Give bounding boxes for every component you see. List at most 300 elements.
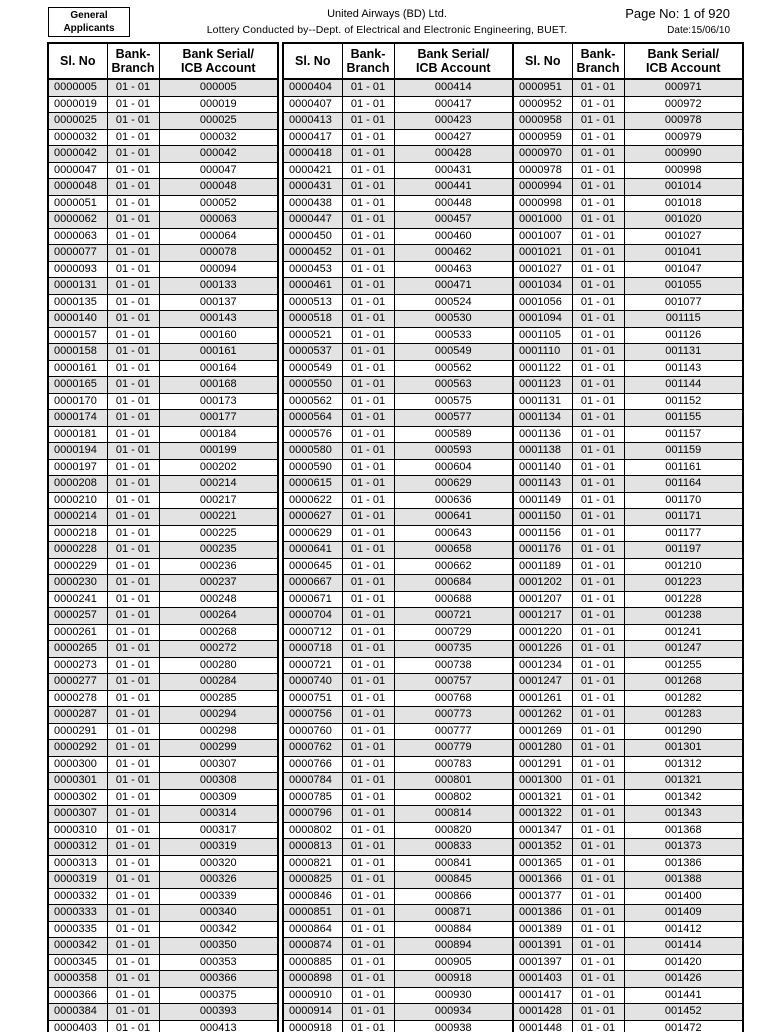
serial-number-cell: 0000228 [49,542,107,559]
bank-branch-cell: 01 - 01 [107,393,159,410]
table-row [514,674,742,691]
table-row [284,426,512,443]
table-row [284,1020,512,1032]
serial-number-cell: 0000450 [284,228,342,245]
bank-serial-cell: 000918 [394,971,512,988]
bank-serial-cell: 000562 [394,360,512,377]
serial-number-cell: 0000025 [49,113,107,130]
serial-number-cell: 0001366 [514,872,572,889]
table-row [49,921,277,938]
table-row [514,558,742,575]
bank-branch-cell: 01 - 01 [342,872,394,889]
bank-serial-cell: 000978 [624,113,742,130]
table-row [284,707,512,724]
bank-branch-cell: 01 - 01 [107,443,159,460]
bank-serial-cell: 000342 [159,921,277,938]
bank-serial-cell: 000414 [394,79,512,96]
bank-serial-cell: 000184 [159,426,277,443]
table-row [49,195,277,212]
serial-number-cell: 0000265 [49,641,107,658]
bank-serial-cell: 000934 [394,1004,512,1021]
serial-number-cell: 0001280 [514,740,572,757]
table-row [514,228,742,245]
bank-branch-cell: 01 - 01 [342,311,394,328]
bank-branch-cell: 01 - 01 [342,1004,394,1021]
table-row [284,195,512,212]
serial-number-cell: 0001226 [514,641,572,658]
bank-serial-cell: 000236 [159,558,277,575]
bank-branch-cell: 01 - 01 [107,855,159,872]
header-sl-no [49,44,107,79]
serial-number-cell: 0000335 [49,921,107,938]
serial-number-cell: 0000874 [284,938,342,955]
results-table [514,44,742,1032]
bank-branch-cell: 01 - 01 [107,938,159,955]
serial-number-cell: 0000970 [514,146,572,163]
table-row [284,575,512,592]
serial-number-cell: 0000140 [49,311,107,328]
bank-serial-cell: 000894 [394,938,512,955]
table-row [514,327,742,344]
serial-number-cell: 0001056 [514,294,572,311]
bank-branch-cell: 01 - 01 [107,690,159,707]
serial-number-cell: 0000005 [49,79,107,96]
bank-serial-cell: 000820 [394,822,512,839]
serial-number-cell: 0000952 [514,96,572,113]
table-row [514,146,742,163]
bank-serial-cell: 001412 [624,921,742,938]
company-name: United Airways (BD) Ltd. [327,8,447,20]
serial-number-cell: 0000181 [49,426,107,443]
results-column-1 [47,42,279,1032]
table-row [514,195,742,212]
table-row [49,228,277,245]
bank-branch-cell: 01 - 01 [572,558,624,575]
serial-number-cell: 0000762 [284,740,342,757]
bank-branch-cell: 01 - 01 [572,278,624,295]
bank-serial-cell: 000320 [159,855,277,872]
table-row [514,938,742,955]
bank-branch-cell: 01 - 01 [107,971,159,988]
table-row [514,657,742,674]
table-row [284,245,512,262]
bank-serial-cell: 001386 [624,855,742,872]
bank-serial-cell: 000662 [394,558,512,575]
bank-branch-cell: 01 - 01 [107,575,159,592]
bank-serial-cell: 000779 [394,740,512,757]
bank-serial-cell: 001171 [624,509,742,526]
bank-branch-cell: 01 - 01 [107,707,159,724]
serial-number-cell: 0001189 [514,558,572,575]
serial-number-cell: 0000174 [49,410,107,427]
bank-serial-cell: 000593 [394,443,512,460]
serial-number-cell: 0000998 [514,195,572,212]
serial-number-cell: 0001220 [514,624,572,641]
bank-serial-cell: 000428 [394,146,512,163]
bank-branch-cell: 01 - 01 [572,690,624,707]
serial-number-cell: 0001176 [514,542,572,559]
serial-number-cell: 0000194 [49,443,107,460]
serial-number-cell: 0000413 [284,113,342,130]
table-row [49,278,277,295]
table-row [514,575,742,592]
table-row [514,492,742,509]
bank-branch-cell: 01 - 01 [572,707,624,724]
serial-number-cell: 0001143 [514,476,572,493]
bank-serial-cell: 000629 [394,476,512,493]
table-row [49,344,277,361]
bank-serial-cell: 000339 [159,888,277,905]
table-row [284,311,512,328]
bank-branch-cell: 01 - 01 [572,789,624,806]
bank-branch-cell: 01 - 01 [572,79,624,96]
bank-branch-cell: 01 - 01 [107,624,159,641]
table-row [49,311,277,328]
serial-number-cell: 0001131 [514,393,572,410]
bank-serial-cell: 000990 [624,146,742,163]
table-row [284,459,512,476]
table-row [514,476,742,493]
bank-branch-cell: 01 - 01 [342,443,394,460]
bank-serial-cell: 000688 [394,591,512,608]
bank-branch-cell: 01 - 01 [342,756,394,773]
header-bank-serial-line: ICB Account [645,61,721,75]
bank-serial-cell: 000735 [394,641,512,658]
table-row [514,426,742,443]
serial-number-cell: 0000170 [49,393,107,410]
results-column-2 [282,42,514,1032]
serial-number-cell: 0001140 [514,459,572,476]
table-row [514,179,742,196]
serial-number-cell: 0000214 [49,509,107,526]
results-table [284,44,512,1032]
serial-number-cell: 0001269 [514,723,572,740]
bank-branch-cell: 01 - 01 [342,245,394,262]
serial-number-cell: 0000161 [49,360,107,377]
serial-number-cell: 0000885 [284,954,342,971]
table-row [514,377,742,394]
bank-serial-cell: 000052 [159,195,277,212]
bank-branch-cell: 01 - 01 [342,971,394,988]
bank-branch-cell: 01 - 01 [107,822,159,839]
table-row [284,228,512,245]
serial-number-cell: 0000751 [284,690,342,707]
bank-branch-cell: 01 - 01 [342,707,394,724]
bank-serial-cell: 001041 [624,245,742,262]
bank-serial-cell: 001283 [624,707,742,724]
bank-branch-cell: 01 - 01 [572,591,624,608]
bank-serial-cell: 000340 [159,905,277,922]
bank-branch-cell: 01 - 01 [342,129,394,146]
serial-number-cell: 0000131 [49,278,107,295]
bank-branch-cell: 01 - 01 [107,1004,159,1021]
serial-number-cell: 0001428 [514,1004,572,1021]
bank-branch-cell: 01 - 01 [342,954,394,971]
bank-branch-cell: 01 - 01 [572,360,624,377]
table-row [49,179,277,196]
bank-branch-cell: 01 - 01 [342,591,394,608]
serial-number-cell: 0000278 [49,690,107,707]
table-row [284,146,512,163]
header-bank-branch-line: Bank- [580,47,616,61]
header-bank-branch [572,44,624,79]
bank-serial-cell: 000604 [394,459,512,476]
bank-serial-cell: 001268 [624,674,742,691]
serial-number-cell: 0000287 [49,707,107,724]
serial-number-cell: 0000384 [49,1004,107,1021]
bank-serial-cell: 001115 [624,311,742,328]
bank-branch-cell: 01 - 01 [572,245,624,262]
bank-serial-cell: 001441 [624,987,742,1004]
bank-branch-cell: 01 - 01 [572,822,624,839]
serial-number-cell: 0000760 [284,723,342,740]
header-bank-serial-line: ICB Account [180,61,256,75]
serial-number-cell: 0000404 [284,79,342,96]
bank-serial-cell: 000032 [159,129,277,146]
table-row [514,525,742,542]
serial-number-cell: 0000718 [284,641,342,658]
serial-number-cell: 0000257 [49,608,107,625]
header-bank-serial [159,44,277,79]
serial-number-cell: 0000645 [284,558,342,575]
bank-serial-cell: 001126 [624,327,742,344]
serial-number-cell: 0000978 [514,162,572,179]
table-row [49,542,277,559]
bank-branch-cell: 01 - 01 [107,888,159,905]
bank-serial-cell: 000979 [624,129,742,146]
bank-serial-cell: 001210 [624,558,742,575]
serial-number-cell: 0001391 [514,938,572,955]
bank-branch-cell: 01 - 01 [342,1020,394,1032]
header-bank-serial-line: Bank Serial/ [182,47,255,61]
bank-branch-cell: 01 - 01 [342,921,394,938]
serial-number-cell: 0000093 [49,261,107,278]
bank-serial-cell: 000078 [159,245,277,262]
bank-branch-cell: 01 - 01 [342,723,394,740]
table-row [284,410,512,427]
bank-serial-cell: 000047 [159,162,277,179]
serial-number-cell: 0000307 [49,806,107,823]
table-row [284,921,512,938]
table-row [514,740,742,757]
serial-number-cell: 0000802 [284,822,342,839]
bank-serial-cell: 000264 [159,608,277,625]
bank-branch-cell: 01 - 01 [107,723,159,740]
serial-number-cell: 0000047 [49,162,107,179]
header-sl-no-line: Sl. No [295,54,331,68]
serial-number-cell: 0000313 [49,855,107,872]
table-row [284,641,512,658]
table-row [284,822,512,839]
table-row [284,179,512,196]
bank-serial-cell: 001161 [624,459,742,476]
bank-serial-cell: 000641 [394,509,512,526]
serial-number-cell: 0000261 [49,624,107,641]
table-row [514,245,742,262]
serial-number-cell: 0001347 [514,822,572,839]
bank-serial-cell: 001452 [624,1004,742,1021]
serial-number-cell: 0001300 [514,773,572,790]
serial-number-cell: 0000273 [49,657,107,674]
bank-branch-cell: 01 - 01 [342,212,394,229]
bank-branch-cell: 01 - 01 [342,822,394,839]
table-row [284,113,512,130]
table-row [284,806,512,823]
bank-serial-cell: 001321 [624,773,742,790]
bank-serial-cell: 000280 [159,657,277,674]
table-row [49,839,277,856]
serial-number-cell: 0000590 [284,459,342,476]
bank-branch-cell: 01 - 01 [572,971,624,988]
bank-branch-cell: 01 - 01 [572,608,624,625]
bank-branch-cell: 01 - 01 [107,245,159,262]
bank-serial-cell: 000177 [159,410,277,427]
table-row [284,558,512,575]
table-row [49,954,277,971]
serial-number-cell: 0000521 [284,327,342,344]
bank-branch-cell: 01 - 01 [342,113,394,130]
serial-number-cell: 0001156 [514,525,572,542]
serial-number-cell: 0001094 [514,311,572,328]
table-row [514,624,742,641]
bank-branch-cell: 01 - 01 [342,96,394,113]
bank-branch-cell: 01 - 01 [342,905,394,922]
bank-branch-cell: 01 - 01 [342,344,394,361]
header-bank-branch-line: Branch [576,61,620,75]
bank-serial-cell: 000462 [394,245,512,262]
bank-branch-cell: 01 - 01 [107,773,159,790]
serial-number-cell: 0000302 [49,789,107,806]
bank-branch-cell: 01 - 01 [107,426,159,443]
serial-number-cell: 0001321 [514,789,572,806]
serial-number-cell: 0000342 [49,938,107,955]
table-row [49,624,277,641]
serial-number-cell: 0001377 [514,888,572,905]
bank-serial-cell: 000471 [394,278,512,295]
table-row [514,756,742,773]
table-row [49,410,277,427]
bank-serial-cell: 000366 [159,971,277,988]
bank-branch-cell: 01 - 01 [572,773,624,790]
bank-serial-cell: 000308 [159,773,277,790]
bank-branch-cell: 01 - 01 [572,393,624,410]
table-row [49,558,277,575]
table-row [49,806,277,823]
bank-serial-cell: 000235 [159,542,277,559]
table-row [514,723,742,740]
bank-serial-cell: 000309 [159,789,277,806]
badge-line-2: Applicants [63,23,115,34]
bank-serial-cell: 001197 [624,542,742,559]
bank-serial-cell: 000783 [394,756,512,773]
bank-branch-cell: 01 - 01 [107,657,159,674]
bank-serial-cell: 000524 [394,294,512,311]
bank-branch-cell: 01 - 01 [342,608,394,625]
table-row [514,690,742,707]
serial-number-cell: 0000051 [49,195,107,212]
bank-branch-cell: 01 - 01 [107,96,159,113]
bank-branch-cell: 01 - 01 [342,674,394,691]
serial-number-cell: 0001247 [514,674,572,691]
serial-number-cell: 0001007 [514,228,572,245]
bank-serial-cell: 000636 [394,492,512,509]
bank-branch-cell: 01 - 01 [342,278,394,295]
serial-number-cell: 0000292 [49,740,107,757]
table-row [284,344,512,361]
bank-serial-cell: 001144 [624,377,742,394]
table-row [514,113,742,130]
serial-number-cell: 0001027 [514,261,572,278]
table-row [514,278,742,295]
table-row [49,690,277,707]
serial-number-cell: 0000641 [284,542,342,559]
bank-branch-cell: 01 - 01 [107,509,159,526]
bank-serial-cell: 000938 [394,1020,512,1032]
serial-number-cell: 0000077 [49,245,107,262]
bank-serial-cell: 000533 [394,327,512,344]
bank-branch-cell: 01 - 01 [572,294,624,311]
table-row [49,657,277,674]
table-row [284,624,512,641]
table-row [284,773,512,790]
serial-number-cell: 0000549 [284,360,342,377]
table-row [49,443,277,460]
serial-number-cell: 0000358 [49,971,107,988]
bank-serial-cell: 000814 [394,806,512,823]
bank-branch-cell: 01 - 01 [107,839,159,856]
table-row [49,146,277,163]
table-row [514,855,742,872]
serial-number-cell: 0000740 [284,674,342,691]
table-row [514,212,742,229]
bank-serial-cell: 000285 [159,690,277,707]
bank-serial-cell: 000801 [394,773,512,790]
bank-serial-cell: 001020 [624,212,742,229]
table-row [284,789,512,806]
serial-number-cell: 0000914 [284,1004,342,1021]
table-row [514,261,742,278]
bank-branch-cell: 01 - 01 [342,806,394,823]
table-row [284,212,512,229]
bank-branch-cell: 01 - 01 [342,261,394,278]
header-bank-branch-line: Bank- [115,47,151,61]
serial-number-cell: 0001150 [514,509,572,526]
serial-number-cell: 0000291 [49,723,107,740]
serial-number-cell: 0000165 [49,377,107,394]
table-row [514,1020,742,1032]
bank-branch-cell: 01 - 01 [572,723,624,740]
bank-serial-cell: 000272 [159,641,277,658]
bank-branch-cell: 01 - 01 [572,921,624,938]
table-row [49,740,277,757]
serial-number-cell: 0000345 [49,954,107,971]
serial-number-cell: 0000438 [284,195,342,212]
bank-branch-cell: 01 - 01 [342,327,394,344]
bank-branch-cell: 01 - 01 [572,674,624,691]
table-row [284,476,512,493]
bank-branch-cell: 01 - 01 [107,1020,159,1032]
bank-serial-cell: 001400 [624,888,742,905]
bank-branch-cell: 01 - 01 [572,261,624,278]
serial-number-cell: 0000851 [284,905,342,922]
bank-serial-cell: 000773 [394,707,512,724]
serial-number-cell: 0000452 [284,245,342,262]
table-row [49,393,277,410]
table-row [49,360,277,377]
serial-number-cell: 0000319 [49,872,107,889]
bank-serial-cell: 001420 [624,954,742,971]
bank-branch-cell: 01 - 01 [572,740,624,757]
